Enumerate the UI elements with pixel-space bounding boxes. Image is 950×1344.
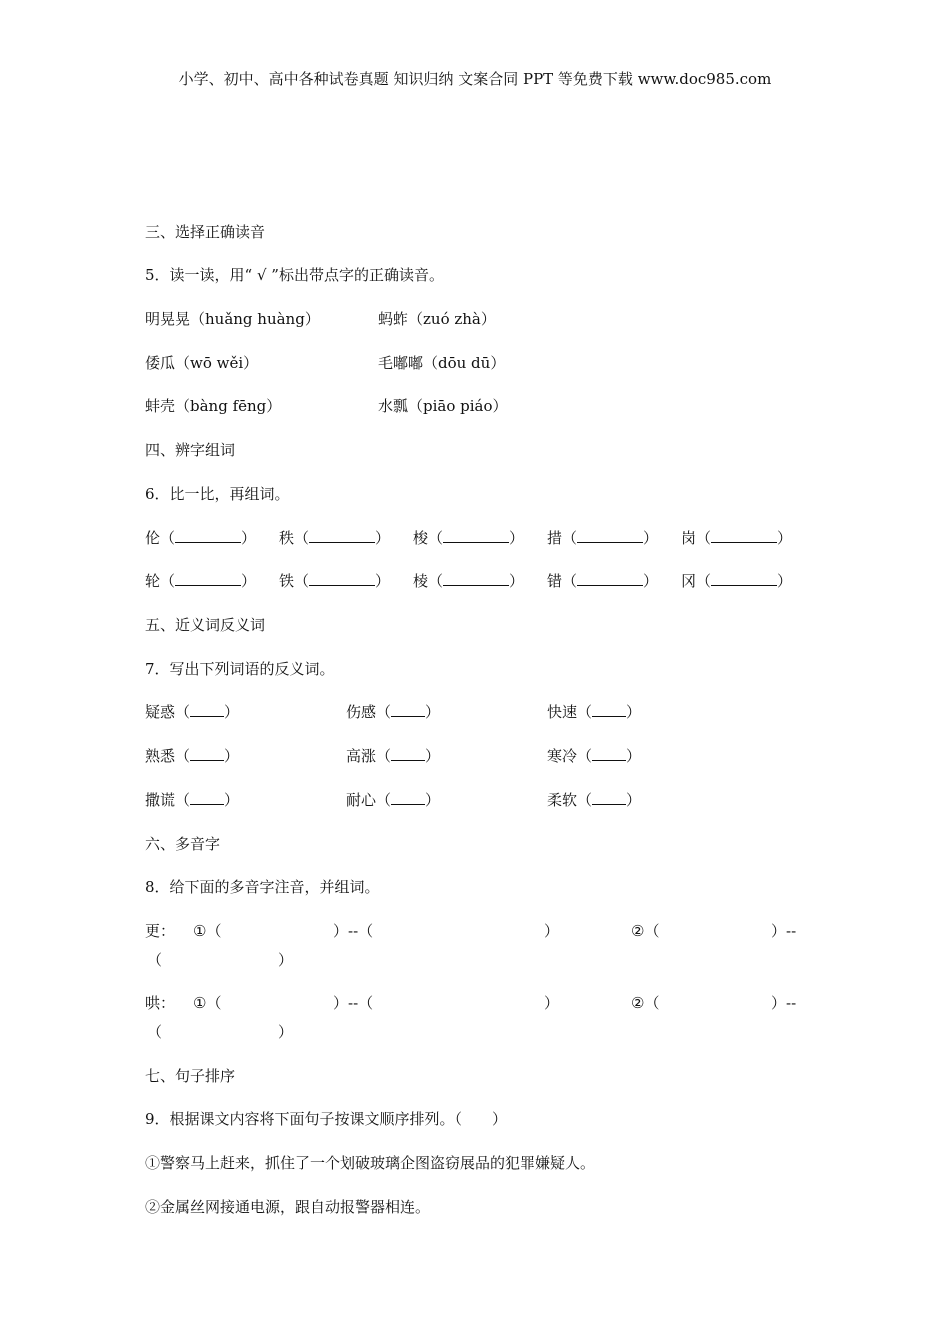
pinyin-item: 倭瓜（wō wěi）: [145, 354, 259, 372]
pinyin-item: 蚂蚱（zuó zhà）: [378, 310, 496, 328]
section-3-title: 三、选择正确读音: [145, 223, 266, 241]
wrap-close: ）: [278, 1023, 294, 1041]
antonym-item: 耐心（ ）: [346, 791, 441, 809]
polyphone-char: 哄：: [145, 994, 176, 1012]
wrap-open: （: [147, 1023, 163, 1041]
answer-blank[interactable]: [309, 573, 375, 586]
pinyin-item: 明晃晃（huǎng huàng）: [145, 310, 320, 328]
question-6: 6．比一比，再组词。: [145, 485, 290, 503]
reading-2-open: ②（: [631, 994, 660, 1012]
sentence-2: ②金属丝网接通电源，跟自动报警器相连。: [145, 1198, 431, 1216]
antonym-item: 熟悉（ ）: [145, 747, 240, 765]
section-4-title: 四、辨字组词: [145, 441, 236, 459]
question-9: 9．根据课文内容将下面句子按课文顺序排列。（ ）: [145, 1110, 508, 1128]
answer-blank[interactable]: [577, 530, 643, 543]
reading-2-dash: ）--: [771, 922, 797, 940]
reading-1-close: ）: [544, 922, 560, 940]
char-blank: 措（ ）: [547, 529, 659, 547]
reading-1-word: ）--（: [333, 922, 374, 940]
answer-blank[interactable]: [391, 748, 425, 761]
char-blank: 梭（ ）: [413, 529, 525, 547]
char-blank: 冈（ ）: [681, 572, 793, 590]
char-blank: 轮（ ）: [145, 572, 257, 590]
antonym-item: 疑惑（ ）: [145, 703, 240, 721]
answer-blank[interactable]: [592, 704, 626, 717]
answer-blank[interactable]: [175, 530, 241, 543]
section-6-title: 六、多音字: [145, 835, 221, 853]
char-blank: 错（ ）: [547, 572, 659, 590]
answer-blank[interactable]: [190, 748, 224, 761]
wrap-close: ）: [278, 951, 294, 969]
answer-blank[interactable]: [443, 530, 509, 543]
antonym-item: 柔软（ ）: [547, 791, 642, 809]
reading-1-open: ①（: [193, 994, 222, 1012]
char-blank: 岗（ ）: [681, 529, 793, 547]
answer-blank[interactable]: [577, 573, 643, 586]
char-blank: 秩（ ）: [279, 529, 391, 547]
pinyin-item: 蚌壳（bàng fēng）: [145, 397, 282, 415]
reading-1-open: ①（: [193, 922, 222, 940]
char-blank: 铁（ ）: [279, 572, 391, 590]
antonym-item: 快速（ ）: [547, 703, 642, 721]
char-blank: 伦（ ）: [145, 529, 257, 547]
pinyin-item: 毛嘟嘟（dōu dū）: [378, 354, 506, 372]
reading-2-open: ②（: [631, 922, 660, 940]
antonym-item: 寒冷（ ）: [547, 747, 642, 765]
antonym-item: 伤感（ ）: [346, 703, 441, 721]
answer-blank[interactable]: [391, 704, 425, 717]
answer-blank[interactable]: [711, 530, 777, 543]
pinyin-item: 水瓢（piāo piáo）: [378, 397, 508, 415]
reading-1-word: ）--（: [333, 994, 374, 1012]
answer-blank[interactable]: [309, 530, 375, 543]
reading-1-close: ）: [544, 994, 560, 1012]
reading-2-dash: ）--: [771, 994, 797, 1012]
wrap-open: （: [147, 951, 163, 969]
section-5-title: 五、近义词反义词: [145, 616, 266, 634]
question-5: 5．读一读，用“ √ ”标出带点字的正确读音。: [145, 266, 444, 284]
answer-blank[interactable]: [175, 573, 241, 586]
answer-blank[interactable]: [592, 792, 626, 805]
answer-blank[interactable]: [190, 704, 224, 717]
section-7-title: 七、句子排序: [145, 1067, 236, 1085]
answer-blank[interactable]: [711, 573, 777, 586]
question-8: 8．给下面的多音字注音，并组词。: [145, 878, 380, 896]
polyphone-char: 更：: [145, 922, 176, 940]
answer-blank[interactable]: [391, 792, 425, 805]
question-7: 7．写出下列词语的反义词。: [145, 660, 335, 678]
antonym-item: 高涨（ ）: [346, 747, 441, 765]
answer-blank[interactable]: [190, 792, 224, 805]
page-header: 小学、初中、高中各种试卷真题 知识归纳 文案合同 PPT 等免费下载 www.doc985.com: [178, 70, 772, 88]
answer-blank[interactable]: [443, 573, 509, 586]
answer-blank[interactable]: [592, 748, 626, 761]
antonym-item: 撒谎（ ）: [145, 791, 240, 809]
sentence-1: ①警察马上赶来，抓住了一个划破玻璃企图盗窃展品的犯罪嫌疑人。: [145, 1154, 596, 1172]
char-blank: 棱（ ）: [413, 572, 525, 590]
